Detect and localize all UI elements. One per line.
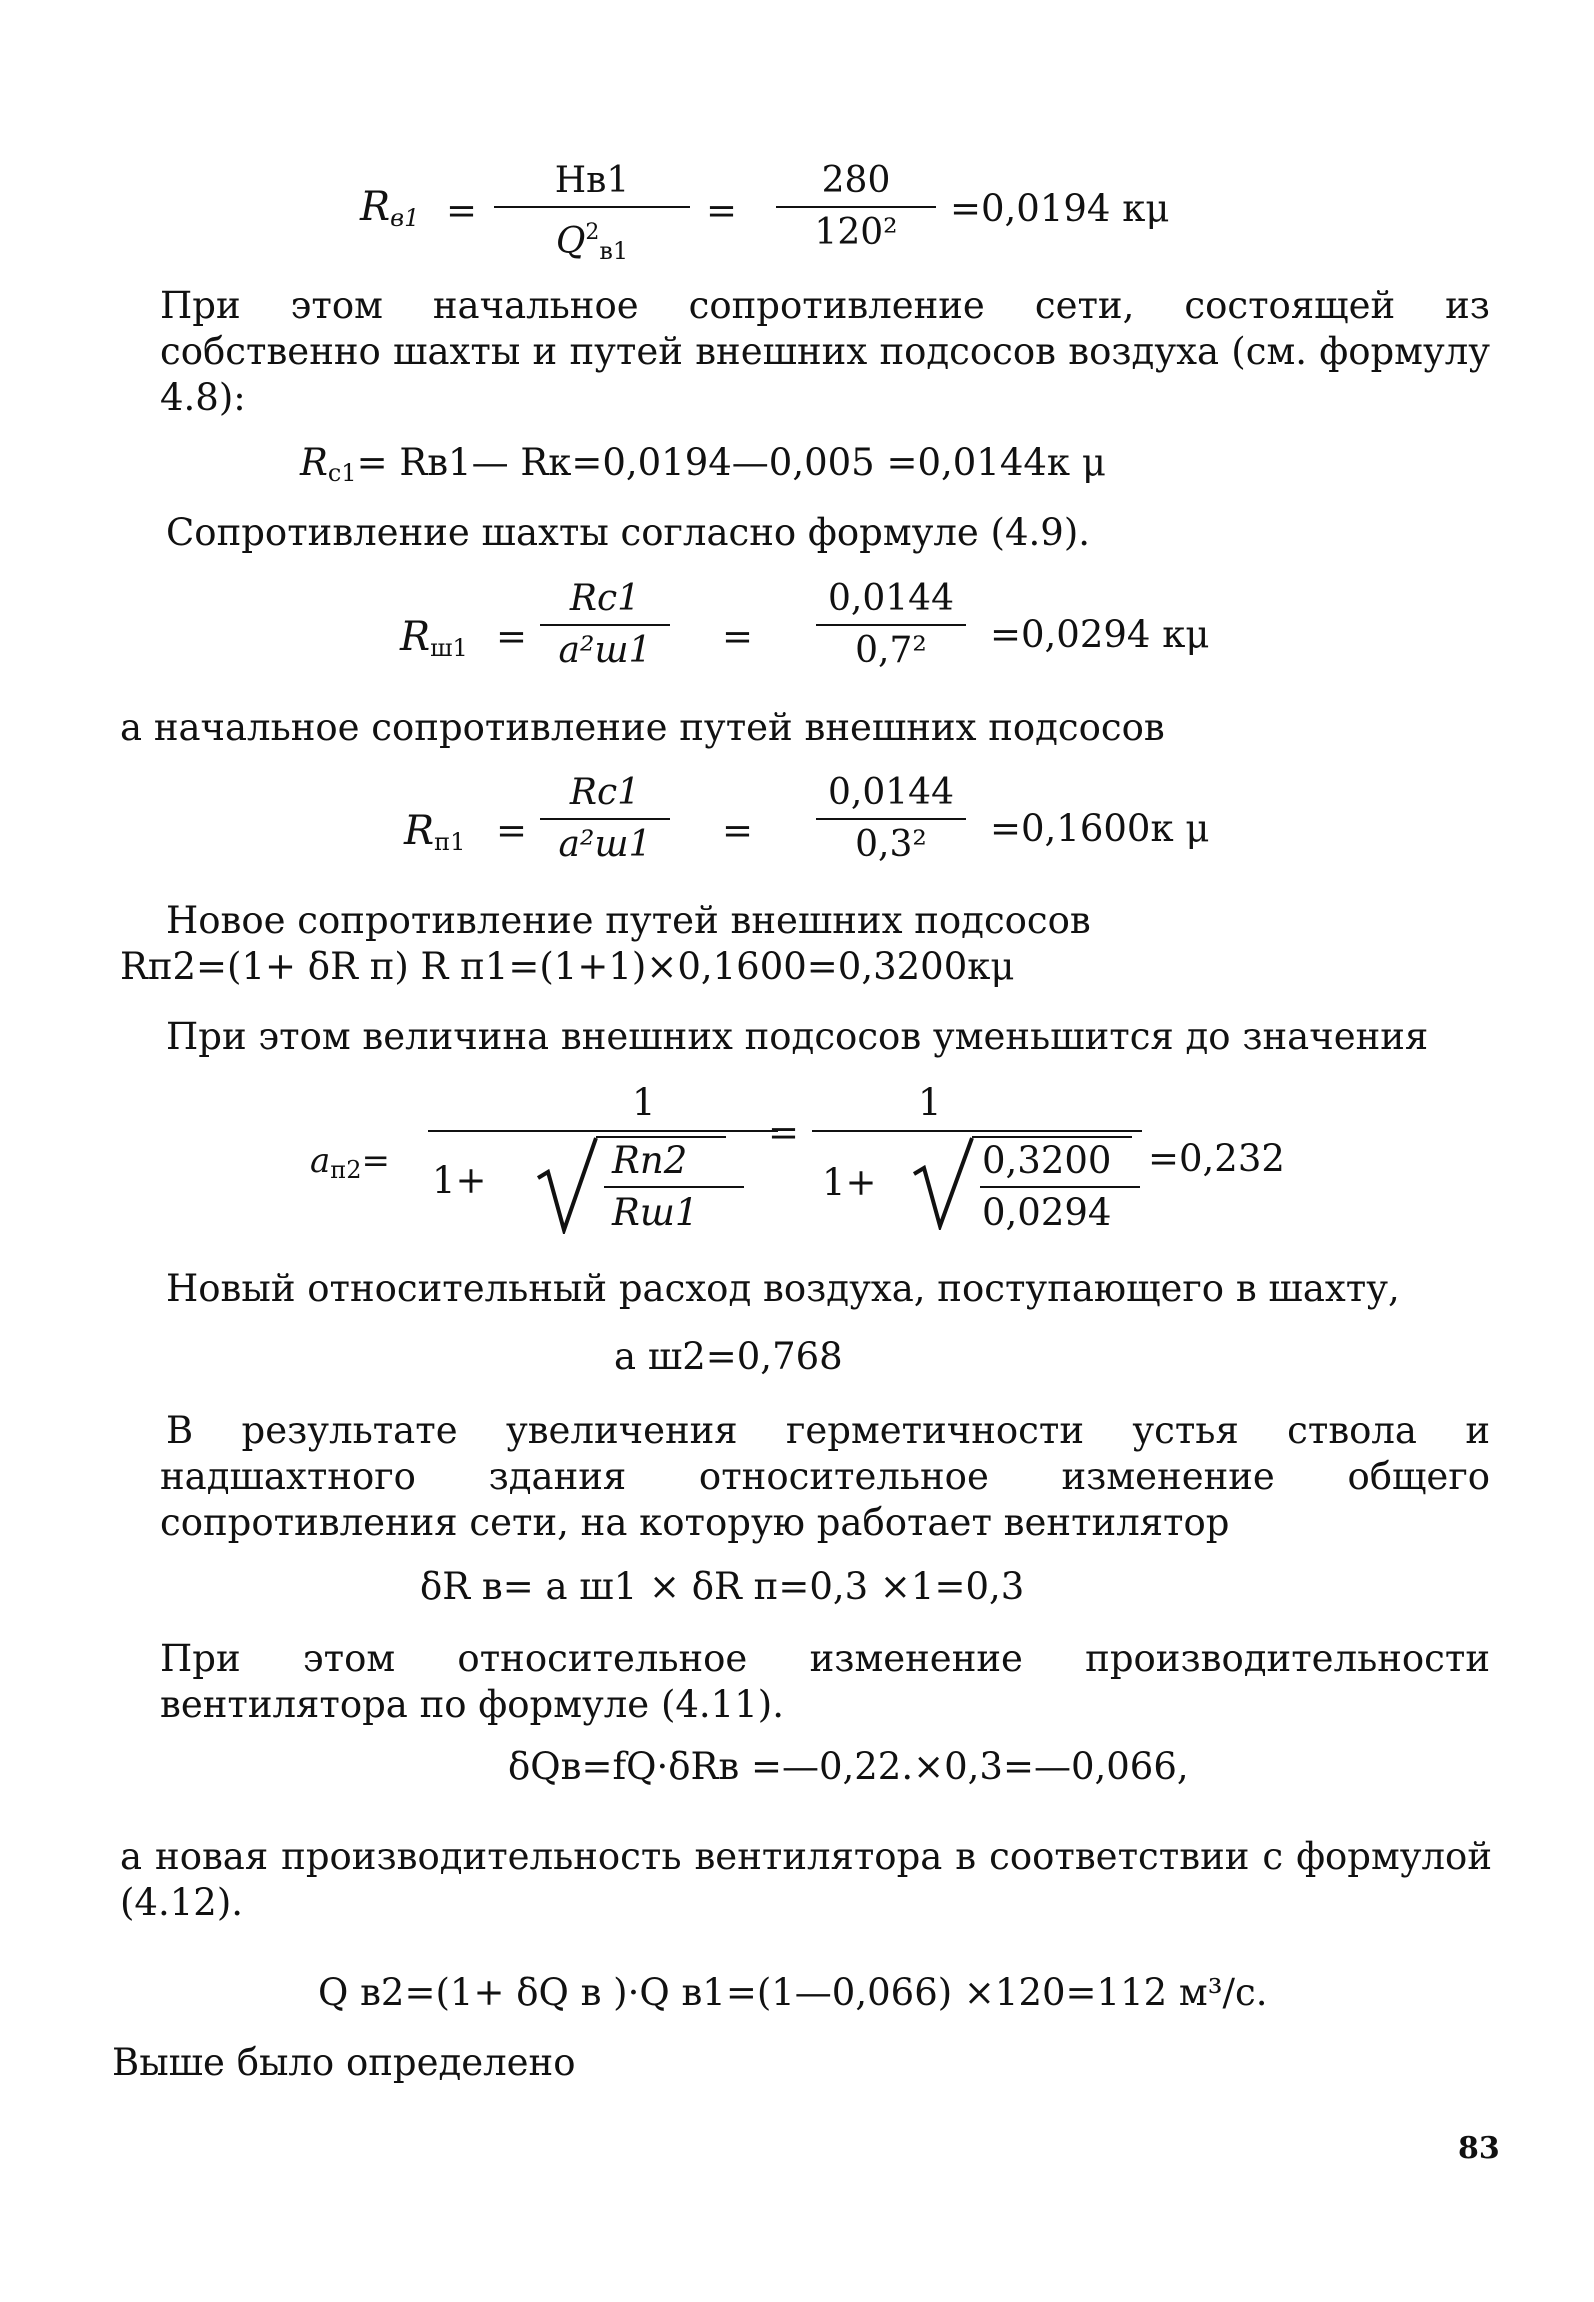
formula-lhs: $R_{ш1}$ (400, 614, 468, 662)
radical-denominator: 0,0294 (982, 1191, 1112, 1234)
radical-numerator: Rп2 (612, 1139, 688, 1182)
paragraph: В результате увеличения герметичности устья ствола и надшахтного здания относительное изменение общего сопротивления сети, на которую работает вентилятор (160, 1409, 1490, 1544)
one-plus: 1+ (432, 1159, 487, 1202)
formula-qv2: Q в2=(1+ δQ в )·Q в1=(1—0,066) ×120=112 м³/с. (318, 1971, 1268, 2014)
formula-result: =0,0194 кμ (950, 187, 1170, 230)
paragraph: а начальное сопротивление путей внешних подсосов (120, 706, 1165, 749)
one-plus: 1+ (822, 1161, 877, 1204)
formula-rp2: Rп2=(1+ δR п) R п1=(1+1)×0,1600=0,3200кμ (120, 945, 1015, 988)
formula-result: =0,0294 кμ (990, 613, 1210, 656)
paragraph: Выше было определено (112, 2041, 576, 2084)
equals-sign: = (496, 615, 528, 658)
fraction: $\frac{280}{\text{120²}}$ (776, 160, 936, 254)
paragraph: Новый относительный расход воздуха, поступающего в шахту, (166, 1267, 1400, 1310)
equals-sign: = (446, 189, 478, 232)
fraction: Rс1 а²ш1 (540, 578, 670, 672)
formula-lhs: $R_{п1}$ (404, 808, 466, 856)
radical-sign (910, 1134, 980, 1230)
paragraph: При этом величина внешних подсосов уменьшится до значения (166, 1015, 1429, 1058)
formula-result: =0,232 (1148, 1137, 1285, 1180)
formula-ash2: а ш2=0,768 (614, 1335, 843, 1378)
equals-sign: = (496, 809, 528, 852)
formula-lhs: $R_{в1}$ (360, 184, 420, 232)
radical-numerator: 0,3200 (982, 1139, 1112, 1182)
numerator-one: 1 (632, 1081, 656, 1124)
formula-drv: δR в= а ш1 × δR п=0,3 ×1=0,3 (420, 1565, 1025, 1608)
paragraph: При этом начальное сопротивление сети, состоящей из собственно шахты и путей внешних подсосов воздуха (см. формулу 4.8): (160, 284, 1490, 419)
paragraph: а новая производительность вентилятора в соответствии с формулой (4.12). (120, 1835, 1492, 1924)
paragraph: Сопротивление шахты согласно формуле (4.9). (166, 511, 1091, 554)
fraction-bar (428, 1130, 778, 1132)
fraction: $\frac{0,0144}{\text{0,7²}}$ (816, 578, 966, 672)
fraction: $\frac{0,0144}{\text{0,3²}}$ (816, 772, 966, 866)
equals-sign: = (706, 189, 738, 232)
fraction-bar (980, 1186, 1140, 1188)
equals-sign: = (722, 615, 754, 658)
formula-lhs: $а_{п2}=$ (310, 1141, 391, 1184)
radical-sign (534, 1134, 604, 1234)
equals-sign: = (722, 809, 754, 852)
numerator-one: 1 (918, 1081, 942, 1124)
paragraph: Новое сопротивление путей внешних подсосов (166, 899, 1091, 942)
fraction: Нв1 $Q^2_{в1}$ (494, 160, 690, 272)
fraction-bar (812, 1130, 1142, 1132)
formula-dqv: δQв=fQ·δRв =—0,22.×0,3=—0,066, (508, 1745, 1189, 1788)
radical-denominator: Rш1 (612, 1191, 699, 1234)
page-number: 83 (1458, 2131, 1500, 2166)
equals-sign: = (768, 1111, 800, 1154)
formula-result: =0,1600к μ (990, 807, 1210, 850)
fraction-bar (604, 1186, 744, 1188)
fraction: Rс1 а²ш1 (540, 772, 670, 866)
formula-rc1: $R_{с1}=$ Rв1— Rк=0,0194—0,005 =0,0144к μ (300, 441, 1106, 487)
paragraph: При этом относительное изменение производительности вентилятора по формуле (4.11). (160, 1637, 1490, 1726)
